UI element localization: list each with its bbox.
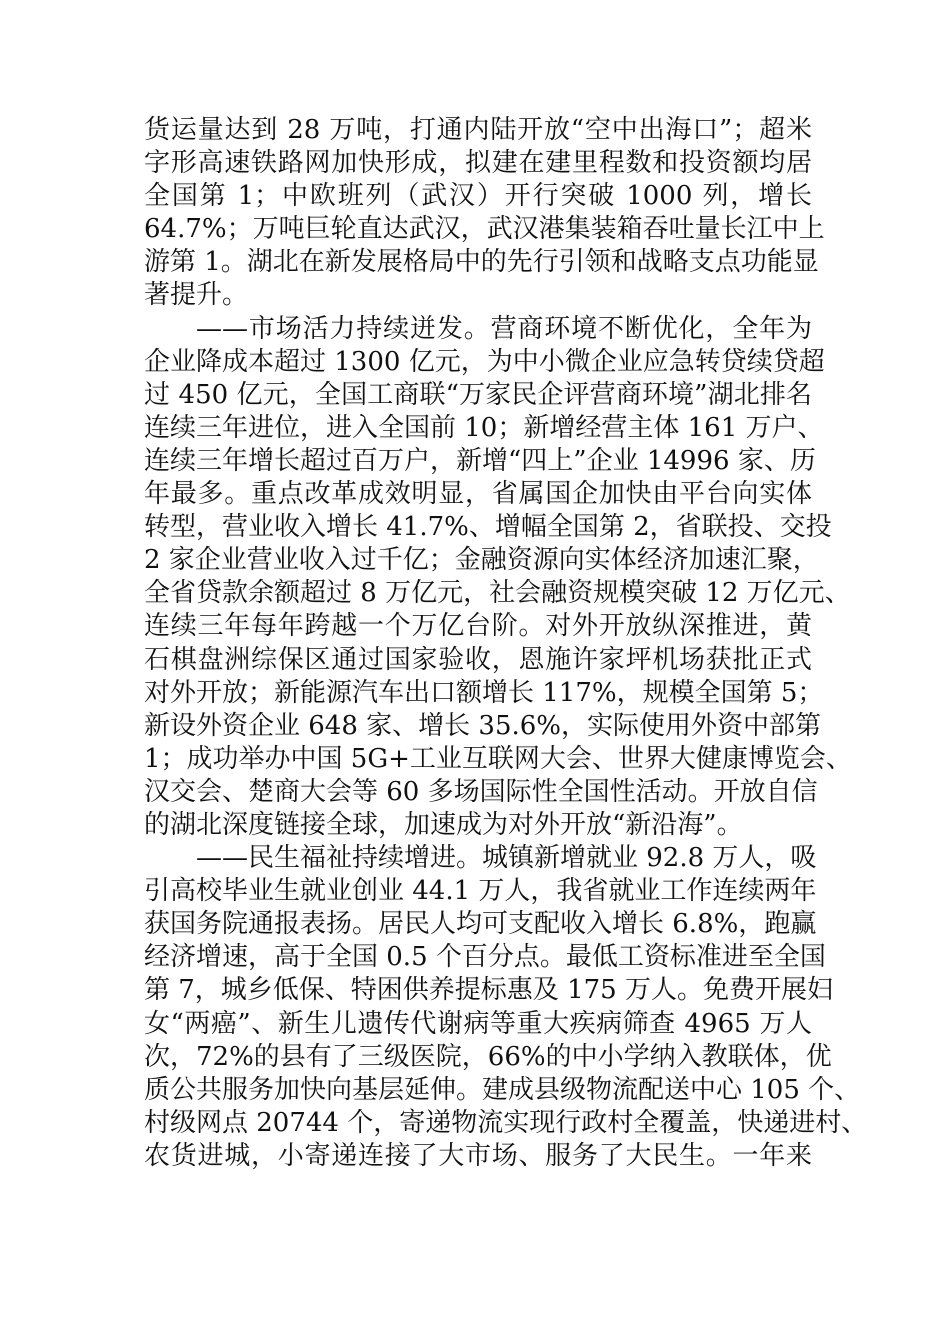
- text-line: 经济增速，高于全国 0.5 个百分点。最低工资标准进至全国: [144, 942, 826, 973]
- text-line: 石棋盘洲综保区通过国家验收，恩施许家坪机场获批正式: [144, 644, 812, 675]
- text-line: 年最多。重点改革成效明显，省属国企加快由平台向实体: [144, 479, 812, 510]
- text-line: 字形高速铁路网加快形成，拟建在建里程数和投资额均居: [144, 148, 812, 179]
- text-line: 连续三年每年跨越一个万亿台阶。对外开放纵深推进，黄: [144, 611, 812, 642]
- text-line: 全国第 1；中欧班列（武汉）开行突破 1000 列，增长: [144, 181, 812, 212]
- text-line: 第 7，城乡低保、特困供养提标惠及 175 万人。免费开展妇: [144, 975, 833, 1006]
- text-line: 企业降成本超过 1300 亿元，为中小微企业应急转贷续贷超: [144, 346, 825, 377]
- text-line: 连续三年进位，进入全国前 10；新增经营主体 161 万户、: [144, 412, 824, 443]
- text-line: 全省贷款余额超过 8 万亿元，社会融资规模突破 12 万亿元、: [144, 578, 851, 609]
- text-line: 货运量达到 28 万吨，打通内陆开放“空中出海口”；超米: [144, 115, 812, 145]
- text-line: 村级网点 20744 个，寄递物流实现行政村全覆盖，快递进村、: [144, 1107, 868, 1138]
- text-line: 新设外资企业 648 家、增长 35.6%，实际使用外资中部第: [144, 710, 822, 741]
- text-line: 1；成功举办中国 5G+工业互联网大会、世界大健康博览会、: [144, 743, 852, 774]
- text-line: 农货进城，小寄递连接了大市场、服务了大民生。一年来: [144, 1140, 812, 1171]
- text-line: 连续三年增长超过百万户，新增“四上”企业 14996 家、历: [144, 445, 816, 476]
- text-line: 著提升。: [144, 280, 249, 311]
- section-heading-line: ——市场活力持续迸发。营商环境不断优化，全年为: [196, 313, 812, 344]
- text-line: 引高校毕业生就业创业 44.1 万人，我省就业工作连续两年: [144, 876, 817, 907]
- text-line: 汉交会、楚商大会等 60 多场国际性全国性活动。开放自信: [144, 776, 818, 807]
- text-line: 2 家企业营业收入过千亿；金融资源向实体经济加速汇聚，: [144, 545, 819, 576]
- text-line: 女“两癌”、新生儿遗传代谢病等重大疾病筛查 4965 万人: [144, 1008, 812, 1039]
- text-line: 的湖北深度链接全球，加速成为对外开放“新沿海”。: [144, 809, 743, 840]
- text-line: 64.7%；万吨巨轮直达武汉，武汉港集装箱吞吐量长江中上: [144, 214, 825, 245]
- text-line: 游第 1。湖北在新发展格局中的先行引领和战略支点功能显: [144, 247, 819, 278]
- text-line: 对外开放；新能源汽车出口额增长 117%，规模全国第 5；: [144, 677, 824, 708]
- text-line: 转型，营业收入增长 41.7%、增幅全国第 2，省联投、交投: [144, 512, 832, 543]
- section-heading-line: ——民生福祉持续增进。城镇新增就业 92.8 万人，吸: [196, 843, 817, 874]
- text-line: 过 450 亿元，全国工商联“万家民企评营商环境”湖北排名: [144, 379, 812, 410]
- text-line: 质公共服务加快向基层延伸。建成县级物流配送中心 105 个、: [144, 1074, 861, 1105]
- text-line: 次，72%的县有了三级医院，66%的中小学纳入教联体，优: [144, 1041, 832, 1072]
- body-text: [144, 114, 868, 1173]
- text-line: 获国务院通报表扬。居民人均可支配收入增长 6.8%，跑赢: [144, 909, 817, 940]
